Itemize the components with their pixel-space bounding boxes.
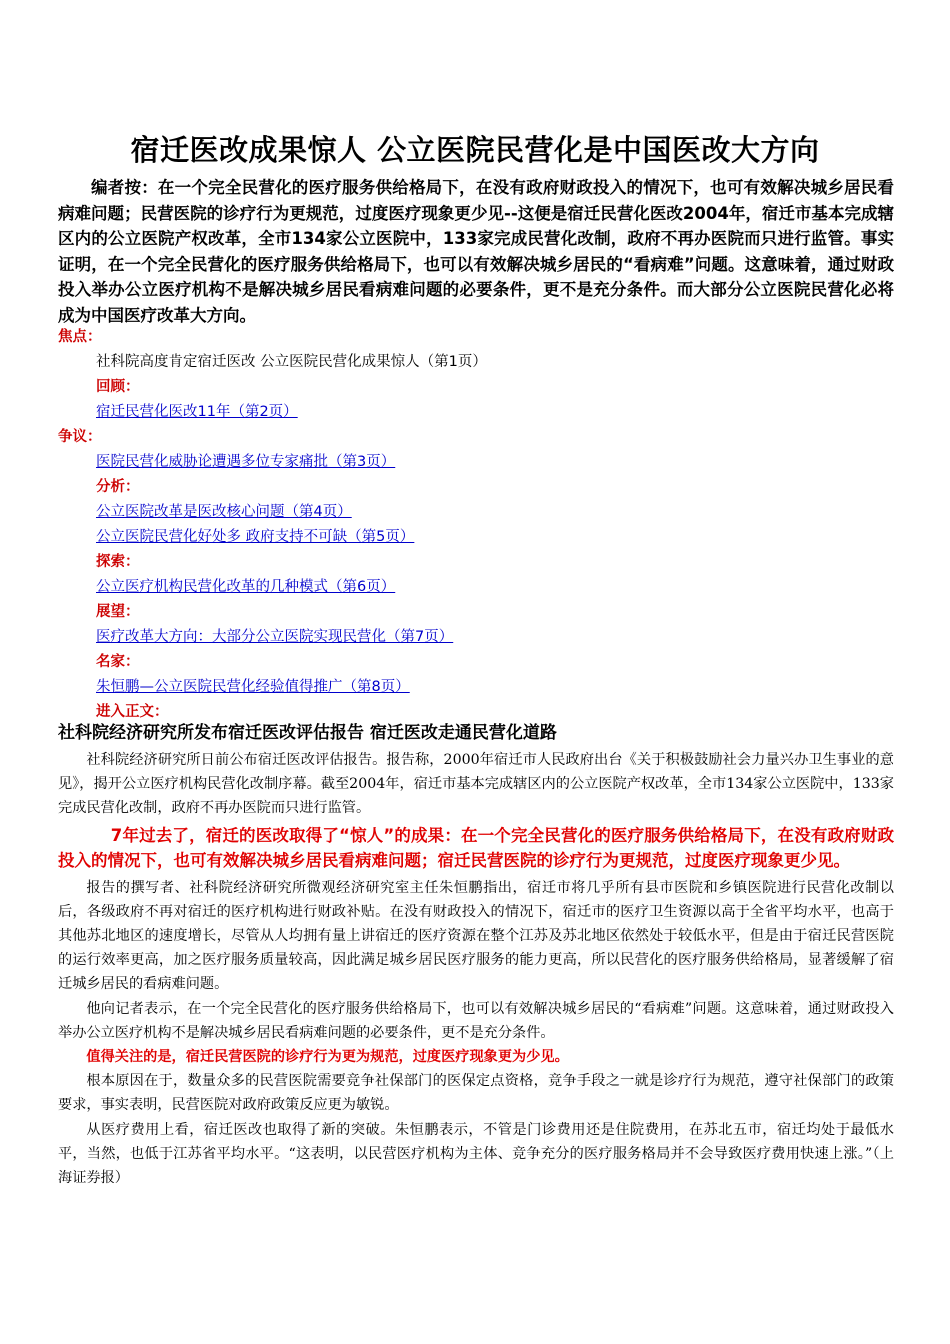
toc-link-analysis-1[interactable]: 公立医院改革是医改核心问题（第4页） bbox=[96, 504, 352, 520]
article-body bbox=[58, 748, 894, 1190]
table-of-contents bbox=[58, 325, 894, 725]
toc-label-analysis: 分析： bbox=[96, 479, 140, 495]
article-highlight: 7年过去了，宿迁的医改取得了“惊人”的成果：在一个完全民营化的医疗服务供给格局下，在没有政府财政投入的情况下，也可有效解决城乡居民看病难问题；宿迁民营医院的诊疗行为更规范，过度医疗现象更少见。 bbox=[58, 825, 894, 871]
article-paragraph: 他向记者表示，在一个完全民营化的医疗服务供给格局下，也可以有效解决城乡居民的“看病难”问题。这意味着，通过财政投入举办公立医疗机构不是解决城乡居民看病难问题的必要条件，更不是充分条件。 bbox=[58, 1000, 894, 1041]
toc-label-enter: 进入正文： bbox=[96, 704, 169, 720]
toc-link-debate[interactable]: 医院民营化威胁论遭遇多位专家痛批（第3页） bbox=[96, 454, 396, 470]
toc-label-debate: 争议： bbox=[58, 429, 102, 445]
toc-link-outlook[interactable]: 医疗改革大方向：大部分公立医院实现民营化（第7页） bbox=[96, 629, 454, 645]
toc-label-expert: 名家： bbox=[96, 654, 140, 670]
toc-label-explore: 探索： bbox=[96, 554, 140, 570]
article-paragraph: 报告的撰写者、社科院经济研究所微观经济研究室主任朱恒鹏指出，宿迁市将几乎所有县市医院和乡镇医院进行民营化改制以后，各级政府不再对宿迁的医疗机构进行财政补贴。在没有财政投入的情况下，宿迁市的医疗卫生资源以高于全省平均水平，也高于其他苏北地区的速度增长，尽管从人均拥有量上讲宿迁的医疗资源在整个江苏及苏北地区依然处于较低水平，但是由于宿迁民营医院的运行效率更高，加之医疗服务质量较高，因此满足城乡居民医疗服务的能力更高，所以民营化的医疗服务供给格局，显著缓解了宿迁城乡居民的看病难问题。 bbox=[58, 879, 894, 993]
page-title: 宿迁医改成果惊人 公立医院民营化是中国医改大方向 bbox=[130, 133, 820, 167]
editor-note: 编者按：在一个完全民营化的医疗服务供给格局下，在没有政府财政投入的情况下，也可有效解决城乡居民看病难问题；民营医院的诊疗行为更规范，过度医疗现象更少见--这便是宿迁民营化医改2004年，宿迁市基本完成辖区内的公立医院产权改革，全市134家公立医院中，133家完成民营化改制，政府不再办医院而只进行监管。事实证明，在一个完全民营化的医疗服务供给格局下，也可以有效解决城乡居民的“看病难”问题。这意味着，通过财政投入举办公立医疗机构不是解决城乡居民看病难问题的必要条件，更不是充分条件。而大部分公立医院民营化必将成为中国医疗改革大方向。 bbox=[58, 178, 894, 325]
toc-link-review[interactable]: 宿迁民营化医改11年（第2页） bbox=[96, 404, 298, 420]
article-paragraph: 根本原因在于，数量众多的民营医院需要竞争社保部门的医保定点资格，竞争手段之一就是诊疗行为规范，遵守社保部门的政策要求，事实表明，民营医院对政府政策反应更为敏锐。 bbox=[58, 1073, 894, 1114]
article-heading: 社科院经济研究所发布宿迁医改评估报告 宿迁医改走通民营化道路 bbox=[58, 723, 557, 743]
article-paragraph: 社科院经济研究所日前公布宿迁医改评估报告。报告称，2000年宿迁市人民政府出台《关于积极鼓励社会力量兴办卫生事业的意见》，揭开公立医疗机构民营化改制序幕。截至2004年，宿迁市基本完成辖区内的公立医院产权改革，全市134家公立医院中，133家完成民营化改制，政府不再办医院而只进行监管。 bbox=[58, 752, 894, 817]
toc-link-analysis-2[interactable]: 公立医院民营化好处多 政府支持不可缺（第5页） bbox=[96, 529, 415, 545]
toc-label-outlook: 展望： bbox=[96, 604, 140, 620]
toc-link-explore[interactable]: 公立医疗机构民营化改革的几种模式（第6页） bbox=[96, 579, 396, 595]
article-highlight-small: 值得关注的是，宿迁民营医院的诊疗行为更为规范，过度医疗现象更为少见。 bbox=[86, 1049, 569, 1066]
toc-link-expert[interactable]: 朱恒鹏—公立医院民营化经验值得推广（第8页） bbox=[96, 679, 410, 695]
toc-label-focus: 焦点： bbox=[58, 329, 102, 345]
toc-label-review: 回顾： bbox=[96, 379, 140, 395]
toc-item-focus: 社科院高度肯定宿迁医改 公立医院民营化成果惊人（第1页） bbox=[96, 354, 487, 370]
article-paragraph: 从医疗费用上看，宿迁医改也取得了新的突破。朱恒鹏表示，不管是门诊费用还是住院费用，在苏北五市，宿迁均处于最低水平，当然，也低于江苏省平均水平。“这表明，以民营医疗机构为主体、竞争充分的医疗服务格局并不会导致医疗费用快速上涨。”（上海证券报） bbox=[58, 1121, 894, 1187]
